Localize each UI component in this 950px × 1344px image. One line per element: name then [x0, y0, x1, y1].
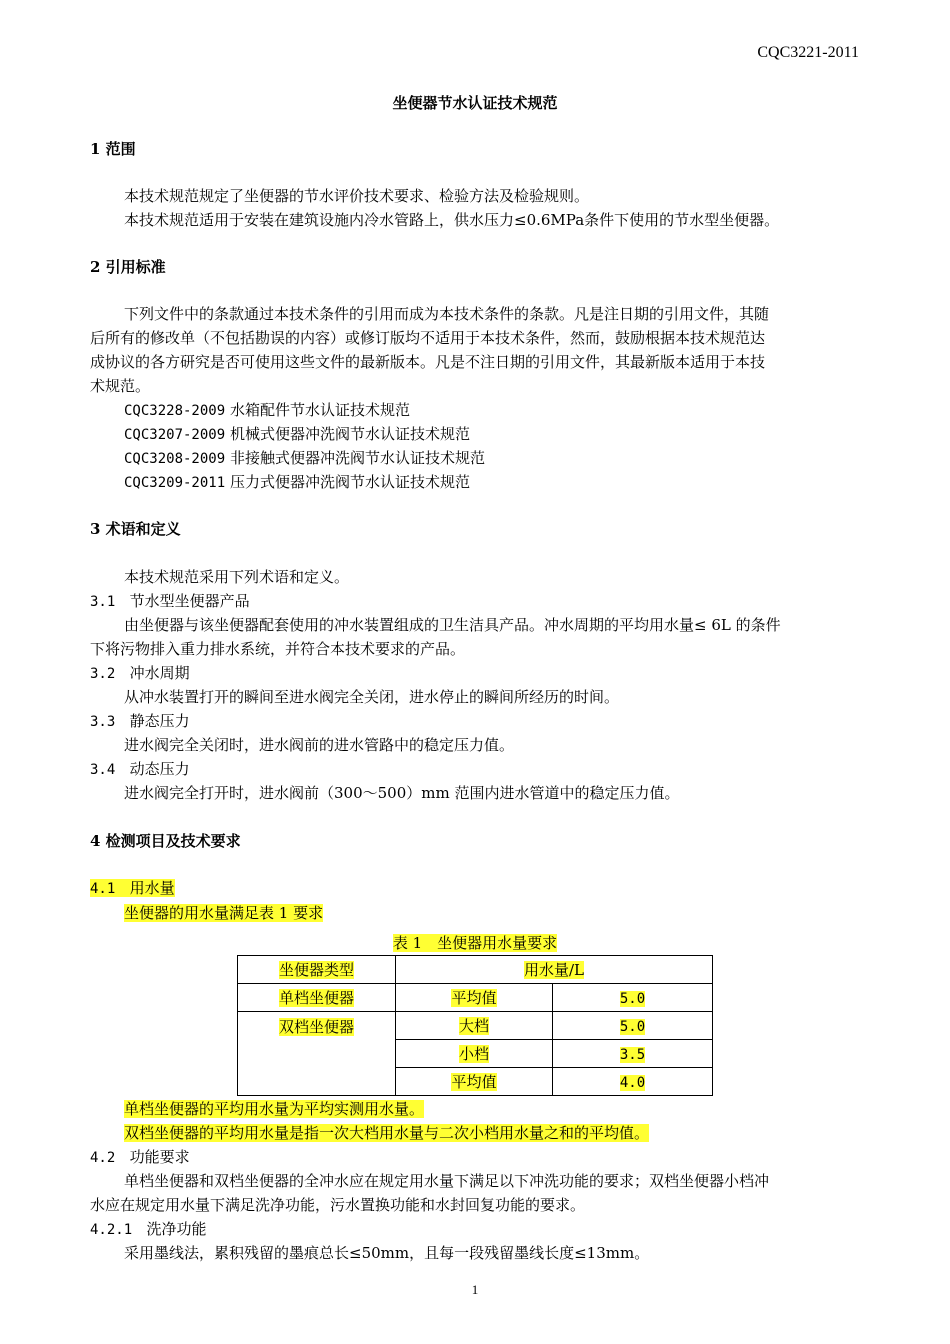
section-2-paragraph-line: 成协议的各方研究是否可使用这些文件的最新版本。凡是不注日期的引用文件，其最新版本适用于本技 [90, 353, 766, 371]
water-usage-table [237, 955, 713, 1096]
section-2-paragraph-line: 术规范。 [90, 377, 151, 395]
cell-dual-big-value: 5.0 [553, 1012, 713, 1040]
clause-title: 功能要求 [129, 1148, 190, 1166]
table-note-2: 双档坐便器的平均用水量是指一次大档用水量与二次小档用水量之和的平均值。 [124, 1124, 650, 1142]
page-number: 1 [471, 1282, 479, 1297]
term-3-1-heading [90, 590, 250, 611]
clause-number: 4.2 [90, 1150, 116, 1166]
term-3-4-definition: 进水阀完全打开时，进水阀前（300～500）mm 范围内进水管道中的稳定压力值。 [124, 784, 680, 802]
section-1-paragraph-1: 本技术规范规定了坐便器的节水评价技术要求、检验方法及检验规则。 [124, 187, 590, 205]
term-3-4-heading [90, 758, 190, 779]
term-3-1-definition: 下将污物排入重力排水系统，并符合本技术要求的产品。 [90, 640, 466, 658]
clause-4-1-text: 坐便器的用水量满足表 1 要求 [124, 904, 324, 922]
table-caption: 表 1 坐便器用水量要求 [392, 934, 558, 952]
document-title: 坐便器节水认证技术规范 [392, 94, 558, 112]
section-1-paragraph-2: 本技术规范适用于安装在建筑设施内冷水管路上，供水压力≤0.6MPa条件下使用的节水型坐便器。 [124, 211, 780, 229]
clause-4-2-text: 水应在规定用水量下满足洗净功能，污水置换功能和水封回复功能的要求。 [90, 1196, 586, 1214]
reference-code: CQC3207-2009 [124, 427, 226, 443]
term-title: 静态压力 [129, 712, 190, 730]
clause-title: 洗净功能 [146, 1220, 207, 1238]
term-3-2-heading [90, 662, 190, 683]
cell-dual-small-value: 3.5 [553, 1040, 713, 1068]
cell-single: 单档坐便器 [238, 984, 396, 1012]
cell-single-avg-value: 5.0 [553, 984, 713, 1012]
cell-dual-avg-value: 4.0 [553, 1068, 713, 1096]
term-number: 3.3 [90, 714, 116, 730]
cell-dual-avg: 平均值 [396, 1068, 553, 1096]
clause-4-2-text: 单档坐便器和双档坐便器的全冲水应在规定用水量下满足以下冲洗功能的要求；双档坐便器小档冲 [124, 1172, 770, 1190]
term-3-3-heading [90, 710, 190, 731]
table-header-row [238, 956, 713, 984]
reference-item [124, 447, 485, 468]
reference-code: CQC3228-2009 [124, 403, 226, 419]
reference-name: 机械式便器冲洗阀节水认证技术规范 [229, 425, 470, 443]
section-2-paragraph-line: 下列文件中的条款通过本技术条件的引用而成为本技术条件的条款。凡是注日期的引用文件，其随 [124, 305, 770, 323]
term-title: 动态压力 [129, 760, 190, 778]
term-title: 冲水周期 [129, 664, 190, 682]
reference-code: CQC3208-2009 [124, 451, 226, 467]
section-3-heading: 3 术语和定义 [90, 520, 181, 538]
clause-number: 4.1 [90, 881, 116, 897]
term-number: 3.1 [90, 594, 116, 610]
clause-4-1-heading [90, 877, 175, 898]
term-number: 3.2 [90, 666, 116, 682]
term-number: 3.4 [90, 762, 116, 778]
section-2-paragraph-line: 后所有的修改单（不包括勘误的内容）或修订版均不适用于本技术条件，然而，鼓励根据本技术规范达 [90, 329, 766, 347]
cell-dual-small: 小档 [396, 1040, 553, 1068]
table-row [238, 1012, 713, 1040]
cell-single-avg: 平均值 [396, 984, 553, 1012]
term-3-3-definition: 进水阀完全关闭时，进水阀前的进水管路中的稳定压力值。 [124, 736, 515, 754]
header-cell-type: 坐便器类型 [238, 956, 396, 984]
clause-4-2-heading [90, 1146, 190, 1167]
reference-name: 非接触式便器冲洗阀节水认证技术规范 [229, 449, 485, 467]
reference-name: 压力式便器冲洗阀节水认证技术规范 [229, 473, 470, 491]
table-row [238, 984, 713, 1012]
clause-title: 用水量 [129, 879, 175, 897]
reference-code: CQC3209-2011 [124, 475, 226, 491]
section-3-intro: 本技术规范采用下列术语和定义。 [124, 568, 350, 586]
section-1-heading: 1 范围 [90, 140, 136, 158]
reference-item [124, 471, 470, 492]
header-cell-water: 用水量/L [396, 956, 713, 984]
reference-item [124, 423, 470, 444]
clause-4-2-1-text: 采用墨线法，累积残留的墨痕总长≤50mm，且每一段残留墨线长度≤13mm。 [124, 1244, 650, 1262]
section-4-heading: 4 检测项目及技术要求 [90, 832, 241, 850]
clause-4-2-1-heading [90, 1218, 206, 1239]
cell-dual: 双档坐便器 [238, 1012, 396, 1096]
document-code: CQC3221-2011 [757, 44, 859, 61]
term-title: 节水型坐便器产品 [129, 592, 250, 610]
term-3-2-definition: 从冲水装置打开的瞬间至进水阀完全关闭，进水停止的瞬间所经历的时间。 [124, 688, 620, 706]
clause-number: 4.2.1 [90, 1222, 133, 1238]
table-note-1: 单档坐便器的平均用水量为平均实测用水量。 [124, 1100, 425, 1118]
section-2-heading: 2 引用标准 [90, 258, 166, 276]
reference-item [124, 399, 410, 420]
term-3-1-definition: 由坐便器与该坐便器配套使用的冲水装置组成的卫生洁具产品。冲水周期的平均用水量≤ 6L 的条件 [124, 616, 781, 634]
cell-dual-big: 大档 [396, 1012, 553, 1040]
reference-name: 水箱配件节水认证技术规范 [229, 401, 410, 419]
